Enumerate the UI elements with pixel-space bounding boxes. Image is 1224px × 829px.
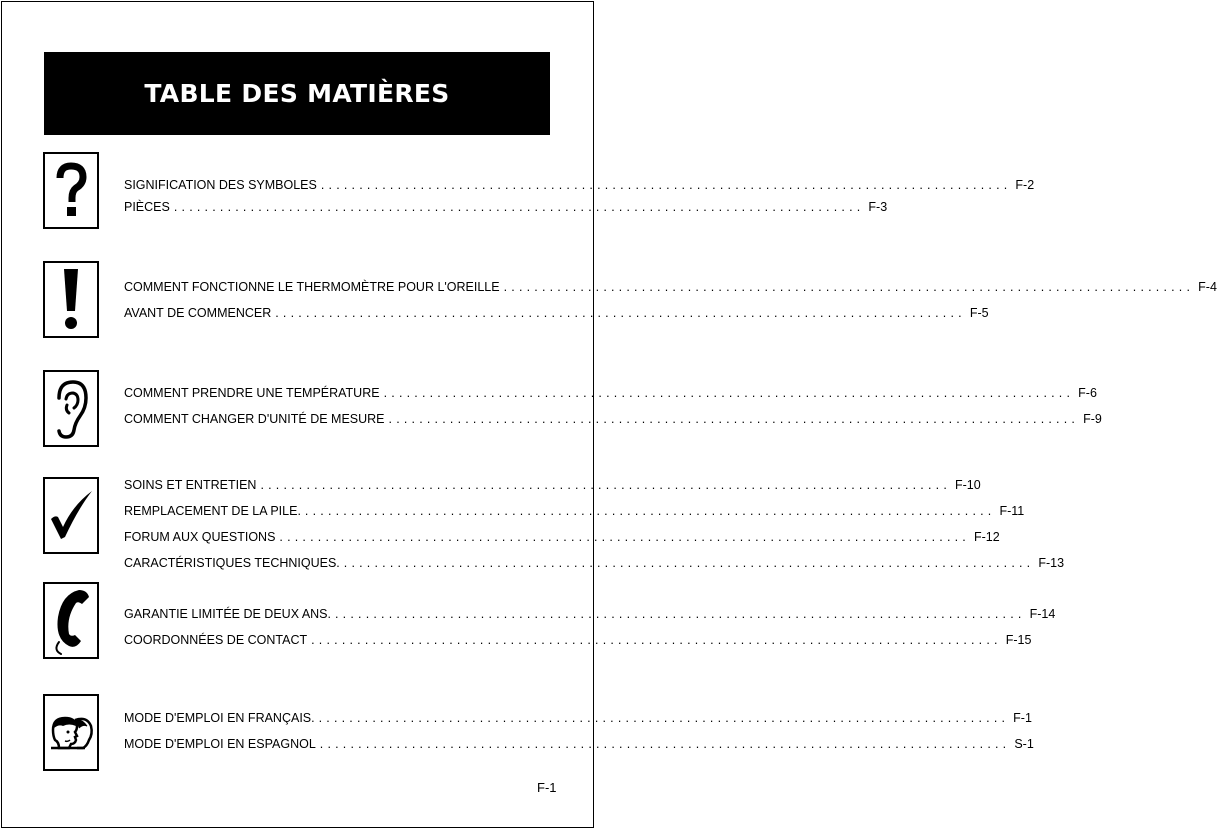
toc-entry-page: F-1: [1013, 711, 1032, 725]
toc-entry[interactable]: [124, 411, 1102, 427]
toc-entry-label: AVANT DE COMMENCER: [124, 306, 272, 320]
toc-entry-page: F-13: [1038, 556, 1065, 570]
dot-leader: ..........................................................................................: [260, 478, 951, 492]
exclamation-mark-icon: [43, 261, 99, 338]
toc-entry-label: COORDONNÉES DE CONTACT: [124, 633, 308, 647]
toc-entry[interactable]: [124, 305, 989, 321]
toc-entry-page: F-3: [868, 200, 888, 214]
toc-entry[interactable]: [124, 632, 1032, 648]
toc-entry[interactable]: [124, 177, 1035, 193]
ear-icon: [43, 370, 99, 447]
toc-entry-page: F-14: [1029, 607, 1056, 621]
toc-entry[interactable]: [124, 385, 1097, 401]
dot-leader: ..........................................................................................: [335, 607, 1026, 621]
toc-entry-page: F-9: [1083, 412, 1102, 426]
toc-entry[interactable]: [124, 503, 1025, 519]
toc-entry-label: SOINS ET ENTRETIEN: [124, 478, 257, 492]
toc-entry-page: F-10: [955, 478, 981, 492]
toc-entry-label: FORUM AUX QUESTIONS: [124, 530, 276, 544]
toc-entry-page: F-4: [1198, 280, 1217, 294]
dot-leader: ..........................................................................................: [279, 530, 970, 544]
people-faces-icon: [43, 694, 99, 771]
toc-entry[interactable]: [124, 279, 1217, 295]
toc-entry-label: GARANTIE LIMITÉE DE DEUX ANS.: [124, 607, 331, 621]
dot-leader: ..........................................................................................: [304, 504, 996, 518]
toc-entry[interactable]: [124, 555, 1065, 571]
toc-entry-page: F-6: [1078, 386, 1097, 400]
dot-leader: ..........................................................................................: [311, 633, 1002, 647]
toc-entry-label: CARACTÉRISTIQUES TECHNIQUES.: [124, 556, 340, 570]
toc-entry-label: PIÈCES: [124, 200, 170, 214]
page-title: TABLE DES MATIÈRES: [144, 79, 450, 108]
dot-leader: ..........................................................................................: [275, 306, 966, 320]
toc-entry-page: F-15: [1005, 633, 1032, 647]
toc-entry-label: COMMENT CHANGER D'UNITÉ DE MESURE: [124, 412, 385, 426]
toc-entry-page: S-1: [1014, 737, 1034, 751]
toc-entry-label: COMMENT FONCTIONNE LE THERMOMÈTRE POUR L'OREILLE: [124, 280, 500, 294]
dot-leader: ..........................................................................................: [320, 178, 1012, 192]
toc-entry-page: F-12: [973, 530, 1000, 544]
checkmark-icon: [43, 477, 99, 554]
page-number: F-1: [537, 780, 557, 795]
dot-leader: ..........................................................................................: [503, 280, 1195, 294]
toc-entry-label: REMPLACEMENT DE LA PILE.: [124, 504, 301, 518]
toc-entry[interactable]: [124, 199, 888, 215]
dot-leader: ..........................................................................................: [388, 412, 1080, 426]
question-mark-icon: [43, 152, 99, 229]
toc-entry-label: MODE D'EMPLOI EN FRANÇAIS.: [124, 711, 315, 725]
toc-entry[interactable]: [124, 736, 1034, 752]
toc-entry-page: F-2: [1015, 178, 1035, 192]
dot-leader: ..........................................................................................: [343, 556, 1035, 570]
dot-leader: ..........................................................................................: [319, 737, 1011, 751]
toc-entry-label: COMMENT PRENDRE UNE TEMPÉRATURE: [124, 386, 380, 400]
toc-entry-page: F-5: [969, 306, 989, 320]
toc-entry-label: MODE D'EMPLOI EN ESPAGNOL: [124, 737, 316, 751]
toc-entry[interactable]: [124, 529, 1000, 545]
title-bar: [44, 52, 550, 135]
dot-leader: ..........................................................................................: [318, 711, 1010, 725]
toc-entry[interactable]: [124, 477, 981, 493]
toc-entry-label: SIGNIFICATION DES SYMBOLES: [124, 178, 317, 192]
toc-entry-page: F-11: [999, 504, 1025, 518]
dot-leader: ..........................................................................................: [383, 386, 1075, 400]
dot-leader: ..........................................................................................: [173, 200, 865, 214]
toc-entry[interactable]: [124, 606, 1056, 622]
telephone-handset-icon: [43, 582, 99, 659]
toc-entry[interactable]: [124, 710, 1032, 726]
